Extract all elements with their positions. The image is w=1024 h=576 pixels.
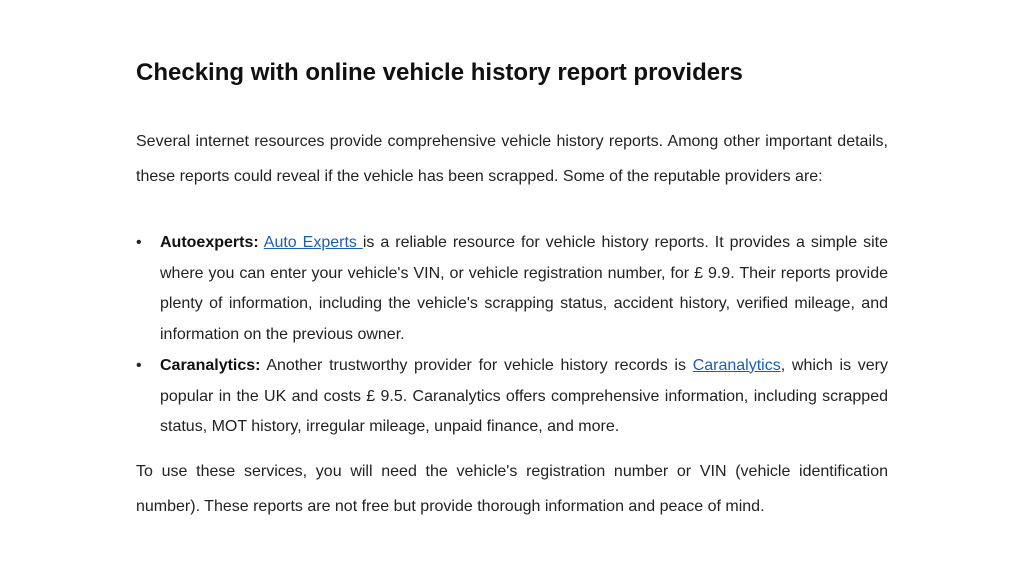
list-item-caranalytics (136, 351, 888, 443)
provider-description: is a reliable resource for vehicle history reports. It provides a simple site where you can enter your vehicle's VIN, or vehicle registration number, for £ 9.9. Their reports provide plenty of information, including the vehicle's scrapping status, accident history, verified mileage, and information on the previous owner. (160, 234, 889, 344)
provider-term: Caranalytics: (160, 356, 261, 374)
provider-description: , which is very popular in the UK and costs £ 9.5. Caranalytics offers comprehensive information, including scrapped status, MOT history, irregular mileage, unpaid finance, and more. (160, 356, 889, 436)
list-item-autoexperts (136, 228, 888, 351)
provider-term: Autoexperts: (160, 234, 259, 251)
bullet-icon: • (136, 356, 142, 374)
auto-experts-link[interactable]: Auto Experts (263, 234, 363, 251)
provider-list (136, 228, 888, 443)
provider-text-before-link: Another trustworthy provider for vehicle history records is (260, 356, 693, 374)
slide-content (136, 0, 888, 576)
page-title: Checking with online vehicle history report providers (136, 59, 743, 86)
caranalytics-link[interactable]: Caranalytics (692, 356, 781, 374)
bullet-icon: • (136, 234, 142, 251)
intro-paragraph: Several internet resources provide comprehensive vehicle history reports. Among other important details, these reports could reveal if the vehicle has been scrapped. Some of the reputable providers are: (136, 133, 888, 185)
closing-paragraph: To use these services, you will need the vehicle's registration number or VIN (vehicle identification number). These reports are not free but provide thorough information and peace of mind. (136, 463, 888, 515)
